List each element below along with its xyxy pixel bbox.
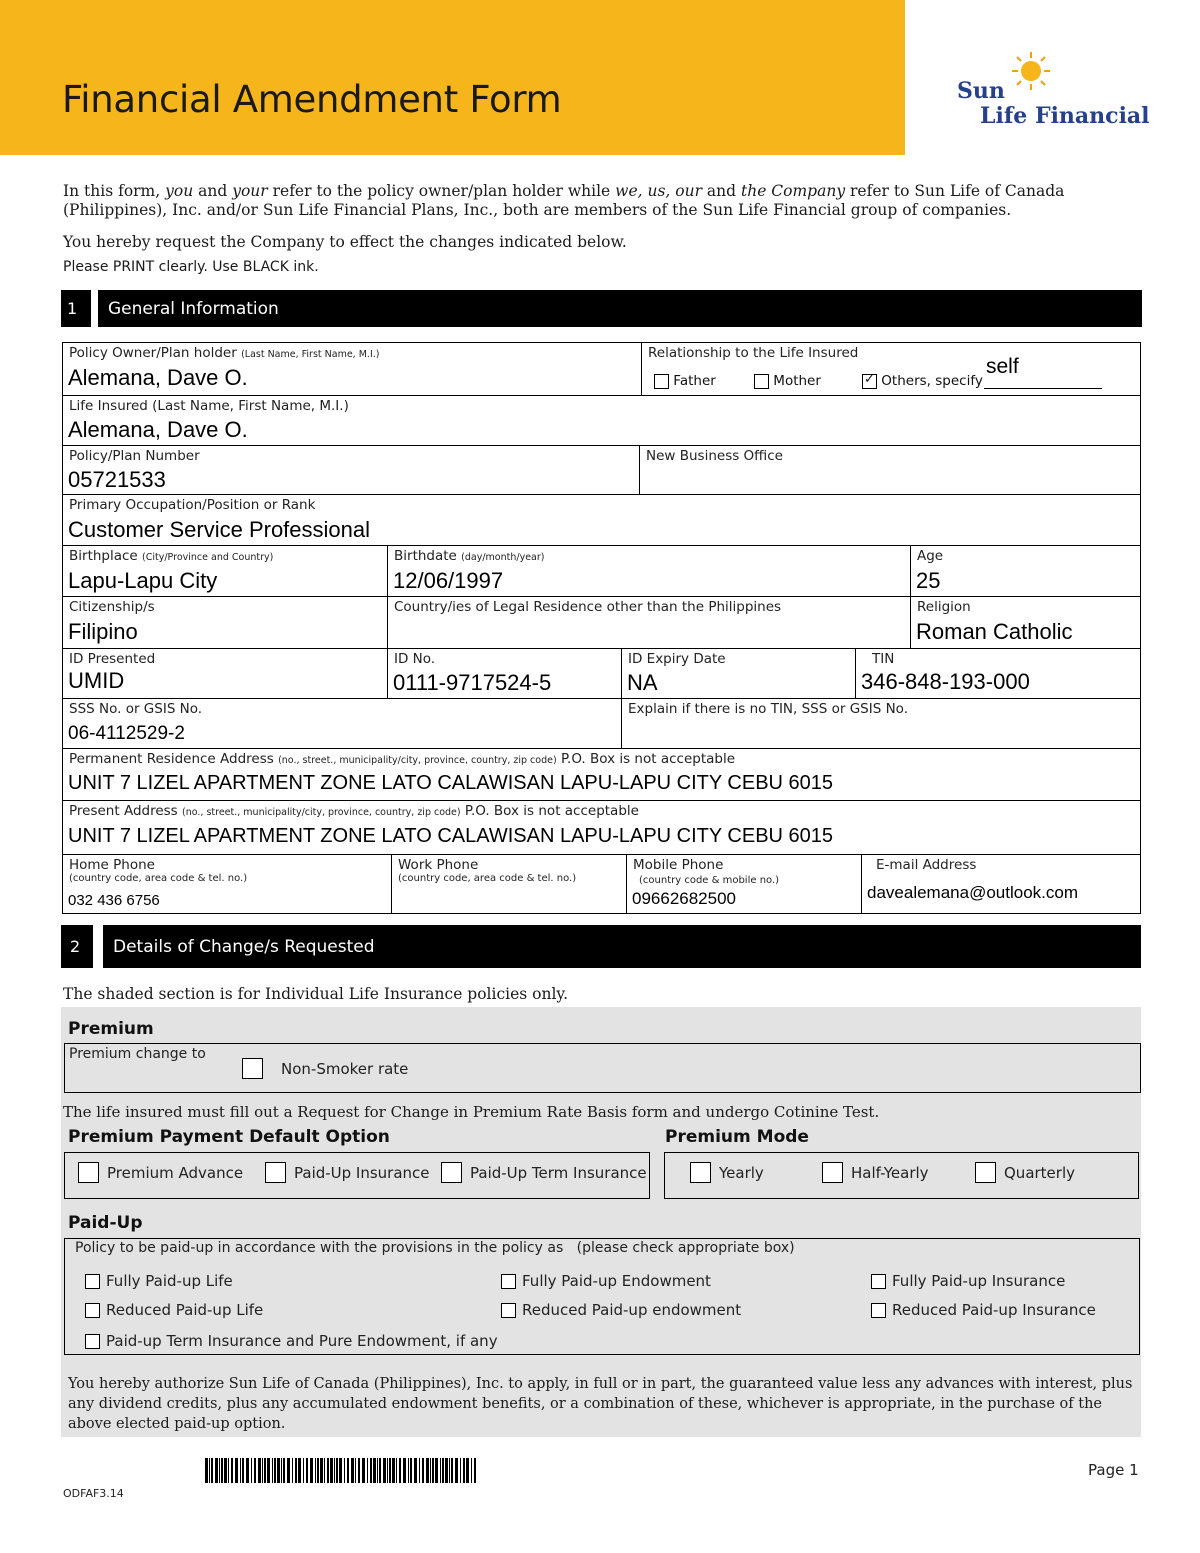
others-specify-field[interactable]: self — [984, 355, 1102, 389]
citizenship-field[interactable]: Citizenship/s Filipino — [62, 596, 388, 649]
policy-number-field[interactable]: Policy/Plan Number 05721533 — [62, 445, 640, 495]
default-option-box — [64, 1152, 650, 1199]
birthplace-value: Lapu-Lapu City — [68, 568, 218, 593]
paid-up-term-pure-endowment-option[interactable]: Paid-up Term Insurance and Pure Endowment, if any — [85, 1332, 498, 1350]
mother-checkbox[interactable] — [754, 374, 769, 389]
paid-up-heading: Paid-Up — [68, 1213, 143, 1233]
fully-paid-up-insurance-option[interactable]: Fully Paid-up Insurance — [871, 1272, 1065, 1290]
request-statement: You hereby request the Company to effect the changes indicated below. — [63, 233, 627, 251]
sss-field[interactable]: SSS No. or GSIS No. 06-4112529-2 — [62, 698, 622, 749]
explain-no-tin-field[interactable]: Explain if there is no TIN, SSS or GSIS No. — [621, 698, 1141, 749]
premium-mode-box — [664, 1152, 1139, 1199]
reduced-paid-up-life-option[interactable]: Reduced Paid-up Life — [85, 1301, 263, 1319]
age-field[interactable]: Age 25 — [910, 545, 1141, 597]
permanent-address-value: UNIT 7 LIZEL APARTMENT ZONE LATO CALAWISAN LAPU-LAPU CITY CEBU 6015 — [68, 772, 834, 794]
half-yearly-option[interactable]: Half-Yearly — [822, 1162, 929, 1183]
occupation-value: Customer Service Professional — [68, 517, 371, 542]
work-phone-field[interactable]: Work Phone (country code, area code & tel. no.) — [391, 854, 627, 914]
home-phone-field[interactable]: Home Phone (country code, area code & tel. no.) 032 436 6756 — [62, 854, 392, 914]
present-address-value: UNIT 7 LIZEL APARTMENT ZONE LATO CALAWISAN LAPU-LAPU CITY CEBU 6015 — [68, 825, 834, 847]
premium-change-box: Premium change to Non-Smoker rate — [64, 1043, 1141, 1093]
relationship-mother-option[interactable]: Mother — [754, 373, 821, 389]
id-no-field[interactable]: ID No. 0111-9717524-5 — [387, 648, 622, 699]
religion-field[interactable]: Religion Roman Catholic — [910, 596, 1141, 649]
print-instruction: Please PRINT clearly. Use BLACK ink. — [63, 259, 319, 275]
non-smoker-option[interactable]: Non-Smoker rate — [242, 1058, 408, 1079]
birthdate-field[interactable]: Birthdate (day/month/year) 12/06/1997 — [387, 545, 911, 597]
legal-residence-field[interactable]: Country/ies of Legal Residence other than the Philippines — [387, 596, 911, 649]
relationship-father-option[interactable]: Father — [654, 373, 716, 389]
non-smoker-checkbox[interactable] — [242, 1058, 263, 1079]
home-phone-value: 032 436 6756 — [68, 892, 160, 909]
birthdate-value: 12/06/1997 — [393, 568, 504, 593]
policy-owner-field[interactable]: Policy Owner/Plan holder (Last Name, First Name, M.I.) Alemana, Dave O. — [62, 342, 642, 396]
permanent-address-field[interactable]: Permanent Residence Address (no., street., municipality/city, province, country, zip code) P.O. Box is not acceptable UNIT 7 LIZEL APARTMENT ZONE LATO CALAWISAN LAPU-LAPU CITY CEBU 6015 — [62, 748, 1141, 801]
mobile-phone-value: 09662682500 — [632, 889, 737, 908]
paid-up-insurance-option[interactable]: Paid-Up Insurance — [265, 1162, 430, 1183]
premium-heading: Premium — [68, 1019, 154, 1039]
mobile-phone-field[interactable]: Mobile Phone (country code & mobile no.) 09662682500 — [626, 854, 862, 914]
father-checkbox[interactable] — [654, 374, 669, 389]
premium-mode-heading: Premium Mode — [665, 1127, 809, 1147]
default-option-heading: Premium Payment Default Option — [68, 1127, 390, 1147]
section-1-title: General Information — [98, 290, 1142, 327]
page-number: Page 1 — [1088, 1461, 1139, 1479]
section-1-number: 1 — [61, 290, 91, 327]
sun-icon — [1010, 50, 1052, 92]
id-presented-field[interactable]: ID Presented UMID — [62, 648, 388, 699]
occupation-field[interactable]: Primary Occupation/Position or Rank Customer Service Professional — [62, 494, 1141, 546]
sun-life-logo — [955, 48, 1155, 128]
life-insured-value: Alemana, Dave O. — [68, 417, 248, 442]
premium-advance-option[interactable]: Premium Advance — [78, 1162, 243, 1183]
policy-owner-value: Alemana, Dave O. — [68, 365, 248, 390]
id-expiry-value: NA — [627, 670, 658, 695]
paid-up-term-insurance-option[interactable]: Paid-Up Term Insurance — [441, 1162, 647, 1183]
form-title: Financial Amendment Form — [62, 78, 562, 121]
logo-word-sun: Sun — [957, 78, 1005, 104]
new-business-office-field[interactable]: New Business Office — [639, 445, 1141, 495]
policy-number-value: 05721533 — [68, 467, 166, 492]
quarterly-option[interactable]: Quarterly — [975, 1162, 1075, 1183]
relationship-others-option[interactable]: ✓ Others, specify — [862, 373, 983, 389]
section-2-number: 2 — [61, 925, 93, 968]
email-value: davealemana@outlook.com — [867, 883, 1078, 902]
logo-word-life-financial: Life Financial — [980, 103, 1150, 129]
cotinine-note: The life insured must fill out a Request for Change in Premium Rate Basis form and undergo Cotinine Test. — [63, 1103, 880, 1121]
authorization-text: You hereby authorize Sun Life of Canada (Philippines), Inc. to apply, in full or in part, the guaranteed value less any advances with interest, plus any dividend credits, plus any accumulated endowment benefits, or a combination of these, whichever is appropriate, in the purchase of the above elected paid-up option. — [68, 1376, 1133, 1432]
fully-paid-up-life-option[interactable]: Fully Paid-up Life — [85, 1272, 233, 1290]
relationship-field: Relationship to the Life Insured Father Mother ✓ Others, specify self — [641, 342, 1141, 396]
present-address-field[interactable]: Present Address (no., street., municipality/city, province, country, zip code) P.O. Box is not acceptable UNIT 7 LIZEL APARTMENT ZONE LATO CALAWISAN LAPU-LAPU CITY CEBU 6015 — [62, 800, 1141, 855]
fully-paid-up-endowment-option[interactable]: Fully Paid-up Endowment — [501, 1272, 711, 1290]
tin-field[interactable]: TIN 346-848-193-000 — [855, 648, 1141, 699]
reduced-paid-up-endowment-option[interactable]: Reduced Paid-up endowment — [501, 1301, 741, 1319]
religion-value: Roman Catholic — [916, 619, 1073, 644]
intro-paragraph: In this form, you and your refer to the policy owner/plan holder while we, us, our and the Company refer to Sun Life of Canada (Philippines), Inc. and/or Sun Life Financial Plans, Inc., both are members of the Sun Life Financial group of companies. — [63, 182, 1065, 219]
id-no-value: 0111-9717524-5 — [393, 670, 552, 695]
sss-value: 06-4112529-2 — [68, 723, 185, 744]
id-presented-value: UMID — [68, 668, 125, 693]
section-2-title: Details of Change/s Requested — [103, 925, 1141, 968]
shaded-note: The shaded section is for Individual Life Insurance policies only. — [63, 985, 569, 1003]
reduced-paid-up-insurance-option[interactable]: Reduced Paid-up Insurance — [871, 1301, 1096, 1319]
header-banner — [0, 0, 905, 155]
email-field[interactable]: E-mail Address davealemana@outlook.com — [861, 854, 1141, 914]
tin-value: 346-848-193-000 — [861, 669, 1030, 694]
id-expiry-field[interactable]: ID Expiry Date NA — [621, 648, 856, 699]
paid-up-box: Policy to be paid-up in accordance with the provisions in the policy as (please check appropriate box) Fully Paid-up Life Fully Paid-up Endowment Fully Paid-up Insurance Reduced Paid-up Life Reduced Paid-up endowment Reduced Paid-up Insurance Paid-up Term Insurance and Pure Endowment, if any — [64, 1238, 1140, 1355]
yearly-option[interactable]: Yearly — [690, 1162, 764, 1183]
citizenship-value: Filipino — [68, 619, 138, 644]
birthplace-field[interactable]: Birthplace (City/Province and Country) Lapu-Lapu City — [62, 545, 388, 597]
others-checkbox[interactable] — [862, 374, 877, 389]
form-code: ODFAF3.14 — [63, 1487, 124, 1500]
barcode — [205, 1458, 478, 1483]
life-insured-field[interactable]: Life Insured (Last Name, First Name, M.I.) Alemana, Dave O. — [62, 395, 1141, 446]
age-value: 25 — [916, 568, 941, 593]
